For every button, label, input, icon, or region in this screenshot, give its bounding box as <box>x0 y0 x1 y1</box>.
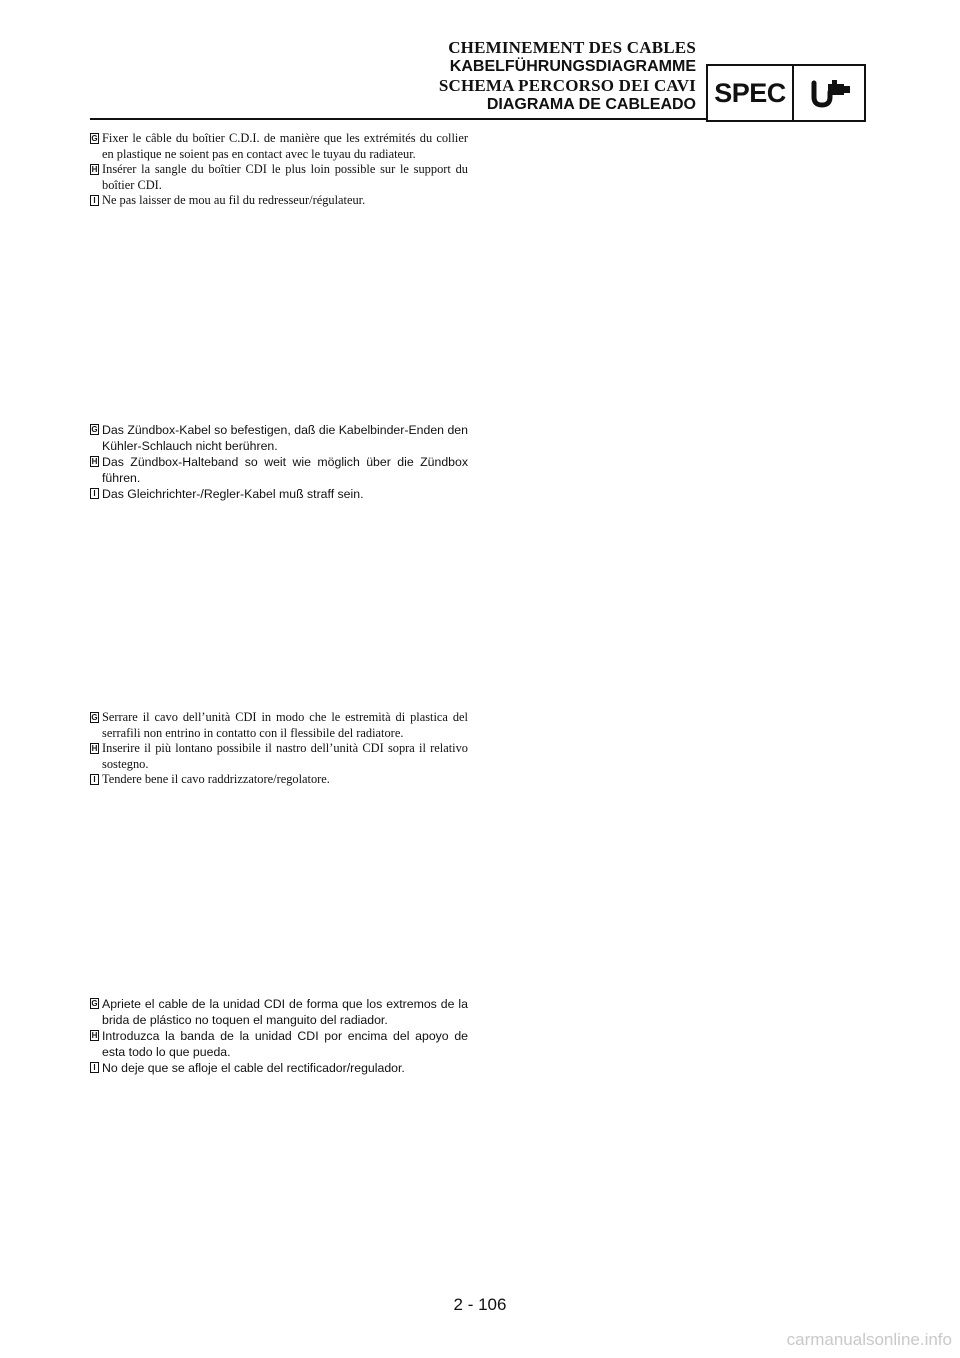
section-french <box>90 131 468 209</box>
list-item <box>90 486 468 502</box>
item-marker: G <box>91 425 98 434</box>
section-italian <box>90 710 468 788</box>
item-text: No deje que se afloje el cable del rectificador/regulador. <box>102 1061 405 1075</box>
item-text: Das Zündbox-Halteband so weit wie möglich über die Zündbox führen. <box>102 455 468 485</box>
list-item <box>90 1028 468 1060</box>
item-marker: H <box>91 744 98 753</box>
item-marker: G <box>91 713 98 722</box>
item-marker: I <box>90 1062 99 1073</box>
title-french: CHEMINEMENT DES CABLES <box>448 38 696 57</box>
item-marker: H <box>91 457 98 466</box>
item-text: Introduzca la banda de la unidad CDI por encima del apoyo de esta todo lo que pueda. <box>102 1029 468 1059</box>
list-item <box>90 193 468 209</box>
item-marker: I <box>90 774 99 785</box>
wrench-spec-icon <box>794 66 864 120</box>
item-marker: G <box>91 999 98 1008</box>
item-marker: G <box>91 134 98 143</box>
item-text: Das Zündbox-Kabel so befestigen, daß die Kabelbinder-Enden den Kühler-Schlauch nicht berühren. <box>102 423 468 453</box>
watermark: carmanualsonline.info <box>786 1330 952 1349</box>
item-text: Fixer le câble du boîtier C.D.I. de manière que les extrémités du collier en plastique ne soient pas en contact avec le tuyau du radiateur. <box>102 131 468 161</box>
item-marker: I <box>90 488 99 499</box>
title-german: KABELFÜHRUNGSDIAGRAMME <box>449 58 696 75</box>
item-text: Apriete el cable de la unidad CDI de forma que los extremos de la brida de plástico no toquen el manguito del radiador. <box>102 997 468 1027</box>
spec-badge <box>706 64 866 122</box>
item-marker: I <box>90 195 99 206</box>
page-number: 2 - 106 <box>453 1295 507 1314</box>
list-item <box>90 710 468 741</box>
list-item <box>90 996 468 1028</box>
item-text: Tendere bene il cavo raddrizzatore/regolatore. <box>102 772 330 786</box>
list-item <box>90 454 468 486</box>
item-marker: H <box>91 1031 98 1040</box>
header-rule <box>90 118 706 120</box>
list-item <box>90 1060 468 1076</box>
list-item <box>90 422 468 454</box>
item-text: Serrare il cavo dell’unità CDI in modo che le estremità di plastica del serrafili non entrino in contatto con il flessibile del radiatore. <box>102 710 468 740</box>
item-marker: H <box>91 165 98 174</box>
header-titles <box>439 38 696 114</box>
spec-label: SPEC <box>708 66 794 120</box>
item-text: Das Gleichrichter-/Regler-Kabel muß straff sein. <box>102 487 364 501</box>
list-item <box>90 131 468 162</box>
title-italian: SCHEMA PERCORSO DEI CAVI <box>438 76 696 95</box>
item-text: Inserire il più lontano possibile il nastro dell’unità CDI sopra il relativo sostegno. <box>102 741 468 771</box>
title-spanish: DIAGRAMA DE CABLEADO <box>486 96 696 113</box>
list-item <box>90 741 468 772</box>
list-item <box>90 162 468 193</box>
list-item <box>90 772 468 788</box>
item-text: Ne pas laisser de mou au fil du redresseur/régulateur. <box>102 193 366 207</box>
section-spanish <box>90 996 468 1076</box>
item-text: Insérer la sangle du boîtier CDI le plus loin possible sur le support du boîtier CDI. <box>102 162 468 192</box>
section-german <box>90 422 468 502</box>
